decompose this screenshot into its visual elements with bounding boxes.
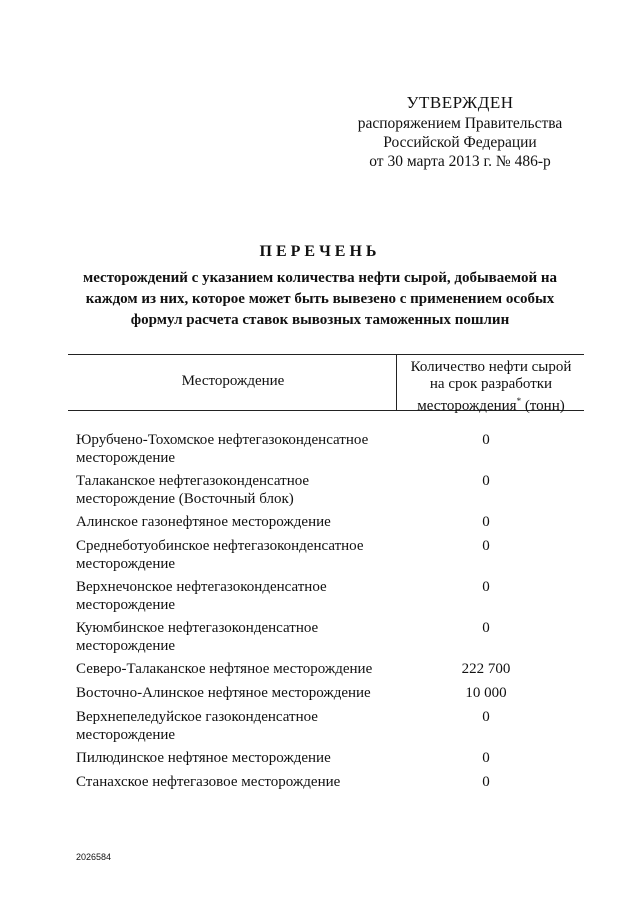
column-header-field: Месторождение	[181, 373, 285, 389]
field-name-line-1: Куюмбинское нефтегазоконденсатное	[76, 620, 319, 636]
table-row-field-name	[76, 431, 376, 467]
table-row-quantity: 0	[482, 579, 490, 595]
field-name-line-1: Станахское нефтегазовое месторождение	[76, 774, 341, 790]
table-row-quantity: 10 000	[465, 685, 507, 701]
table-row-quantity: 0	[482, 709, 490, 725]
table-row-field-name	[76, 684, 376, 702]
field-name-line-1: Талаканское нефтегазоконденсатное	[76, 473, 310, 489]
field-name-line-1: Юрубчено-Тохомское нефтегазоконденсатное	[76, 432, 369, 448]
approval-line-3: от 30 марта 2013 г. № 486-р	[369, 153, 551, 170]
table-row-field-name	[76, 708, 376, 744]
approval-line-2: Российской Федерации	[383, 134, 537, 151]
document-title: ПЕРЕЧЕНЬ	[259, 243, 381, 260]
table-row-field-name	[76, 537, 376, 573]
table-row-field-name	[76, 619, 376, 655]
field-name-line-1: Восточно-Алинское нефтяное месторождение	[76, 685, 371, 701]
field-name-line-1: Среднеботуобинское нефтегазоконденсатное	[76, 538, 364, 554]
table-row-quantity: 0	[482, 774, 490, 790]
table-row-field-name	[76, 513, 376, 531]
column-header-quantity-word: месторождения	[417, 398, 517, 414]
table-row-field-name	[76, 578, 376, 614]
table-row-quantity: 0	[482, 538, 490, 554]
field-name-line-2: месторождение (Восточный блок)	[76, 491, 294, 507]
field-name-line-2: месторождение	[76, 556, 176, 572]
table-row-quantity: 0	[482, 514, 490, 530]
field-name-line-2: месторождение	[76, 638, 176, 654]
column-header-quantity-line-1: Количество нефти сырой	[410, 359, 572, 375]
table-row-quantity: 0	[482, 473, 490, 489]
subtitle-line-2: каждом из них, которое может быть вывезено с применением особых	[85, 291, 555, 307]
table-row-field-name	[76, 472, 376, 508]
table-row-quantity: 222 700	[461, 661, 511, 677]
field-name-line-1: Верхнепеледуйское газоконденсатное	[76, 709, 318, 725]
field-name-line-1: Верхнечонское нефтегазоконденсатное	[76, 579, 327, 595]
field-name-line-2: месторождение	[76, 450, 176, 466]
table-row-field-name	[76, 749, 376, 767]
document-number: 2026584	[76, 852, 112, 862]
table-row-quantity: 0	[482, 432, 490, 448]
table-row-field-name	[76, 773, 376, 791]
column-header-quantity-unit: (тонн)	[524, 398, 565, 414]
footnote-mark: *	[516, 396, 522, 406]
field-name-line-2: месторождение	[76, 597, 176, 613]
table-row-quantity: 0	[482, 750, 490, 766]
column-header-quantity-line-2: на срок разработки	[429, 376, 553, 392]
field-name-line-1: Пилюдинское нефтяное месторождение	[76, 750, 331, 766]
subtitle-line-1: месторождений с указанием количества нефти сырой, добываемой на	[83, 270, 557, 286]
table-row-quantity: 0	[482, 620, 490, 636]
approval-heading: УТВЕРЖДЕН	[406, 93, 514, 112]
table-row-field-name	[76, 660, 376, 678]
field-name-line-1: Алинское газонефтяное месторождение	[76, 514, 331, 530]
field-name-line-2: месторождение	[76, 727, 176, 743]
field-name-line-1: Северо-Талаканское нефтяное месторождение	[76, 661, 373, 677]
approval-line-1: распоряжением Правительства	[357, 115, 563, 132]
subtitle-line-3: формул расчета ставок вывозных таможенных пошлин	[130, 312, 510, 328]
